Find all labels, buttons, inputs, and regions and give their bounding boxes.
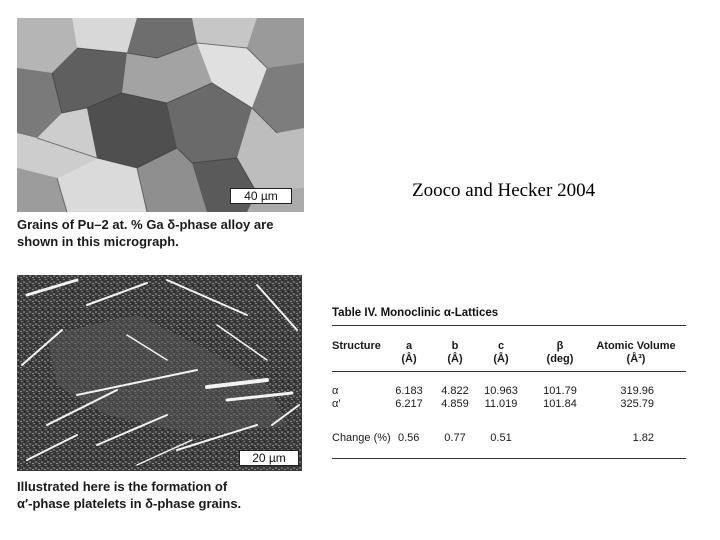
change-b: 0.77 — [444, 432, 466, 444]
header-structure: Structure — [332, 340, 381, 352]
row-beta: 101.79 — [543, 385, 577, 397]
header-a-unit: (Å) — [401, 353, 417, 365]
platelet-micrograph-image — [17, 275, 302, 471]
row-b: 4.822 — [441, 385, 469, 397]
change-a: 0.56 — [398, 432, 420, 444]
table-top-rule — [332, 325, 686, 326]
table-bottom-rule — [332, 458, 686, 459]
header-b: b — [451, 340, 459, 352]
row-structure: α′ — [332, 398, 341, 410]
platelet-caption-line: Illustrated here is the formation of — [17, 479, 228, 494]
platelet-micrograph — [17, 275, 302, 471]
scale-bar-label: 20 µm — [239, 450, 299, 466]
platelet-caption-line: α′-phase platelets in δ-phase grains. — [17, 496, 242, 511]
grain-caption-line: Grains of Pu–2 at. % Ga δ-phase alloy are — [17, 217, 274, 232]
grain-micrograph — [17, 18, 304, 212]
header-c-unit: (Å) — [493, 353, 509, 365]
change-label: Change (%) — [332, 432, 391, 444]
header-a: a — [405, 340, 413, 352]
row-c: 11.019 — [484, 398, 518, 410]
row-structure: α — [332, 385, 339, 397]
table-title: Table IV. Monoclinic α-Lattices — [332, 307, 499, 319]
row-beta: 101.84 — [543, 398, 577, 410]
citation-text: Zooco and Hecker 2004 — [412, 180, 596, 201]
header-b-unit: (Å) — [447, 353, 463, 365]
grain-caption — [17, 216, 317, 250]
header-atomic-volume: Atomic Volume — [596, 340, 676, 352]
row-volume: 325.79 — [620, 398, 654, 410]
header-beta: β — [556, 340, 564, 352]
header-c: c — [497, 340, 505, 352]
table-header-rule — [332, 371, 686, 372]
row-c: 10.963 — [484, 385, 518, 397]
grain-micrograph-image — [17, 18, 304, 212]
change-c: 0.51 — [490, 432, 512, 444]
platelet-caption — [17, 478, 317, 512]
scale-bar-label: 40 µm — [230, 188, 292, 204]
header-atomic-volume-unit: (Å³) — [626, 353, 646, 365]
lattice-table — [332, 305, 690, 465]
row-a: 6.217 — [395, 398, 423, 410]
change-volume: 1.82 — [632, 432, 654, 444]
grain-caption-line: shown in this micrograph. — [17, 234, 179, 249]
row-volume: 319.96 — [620, 385, 654, 397]
header-beta-unit: (deg) — [546, 353, 574, 365]
row-a: 6.183 — [395, 385, 423, 397]
row-b: 4.859 — [441, 398, 469, 410]
